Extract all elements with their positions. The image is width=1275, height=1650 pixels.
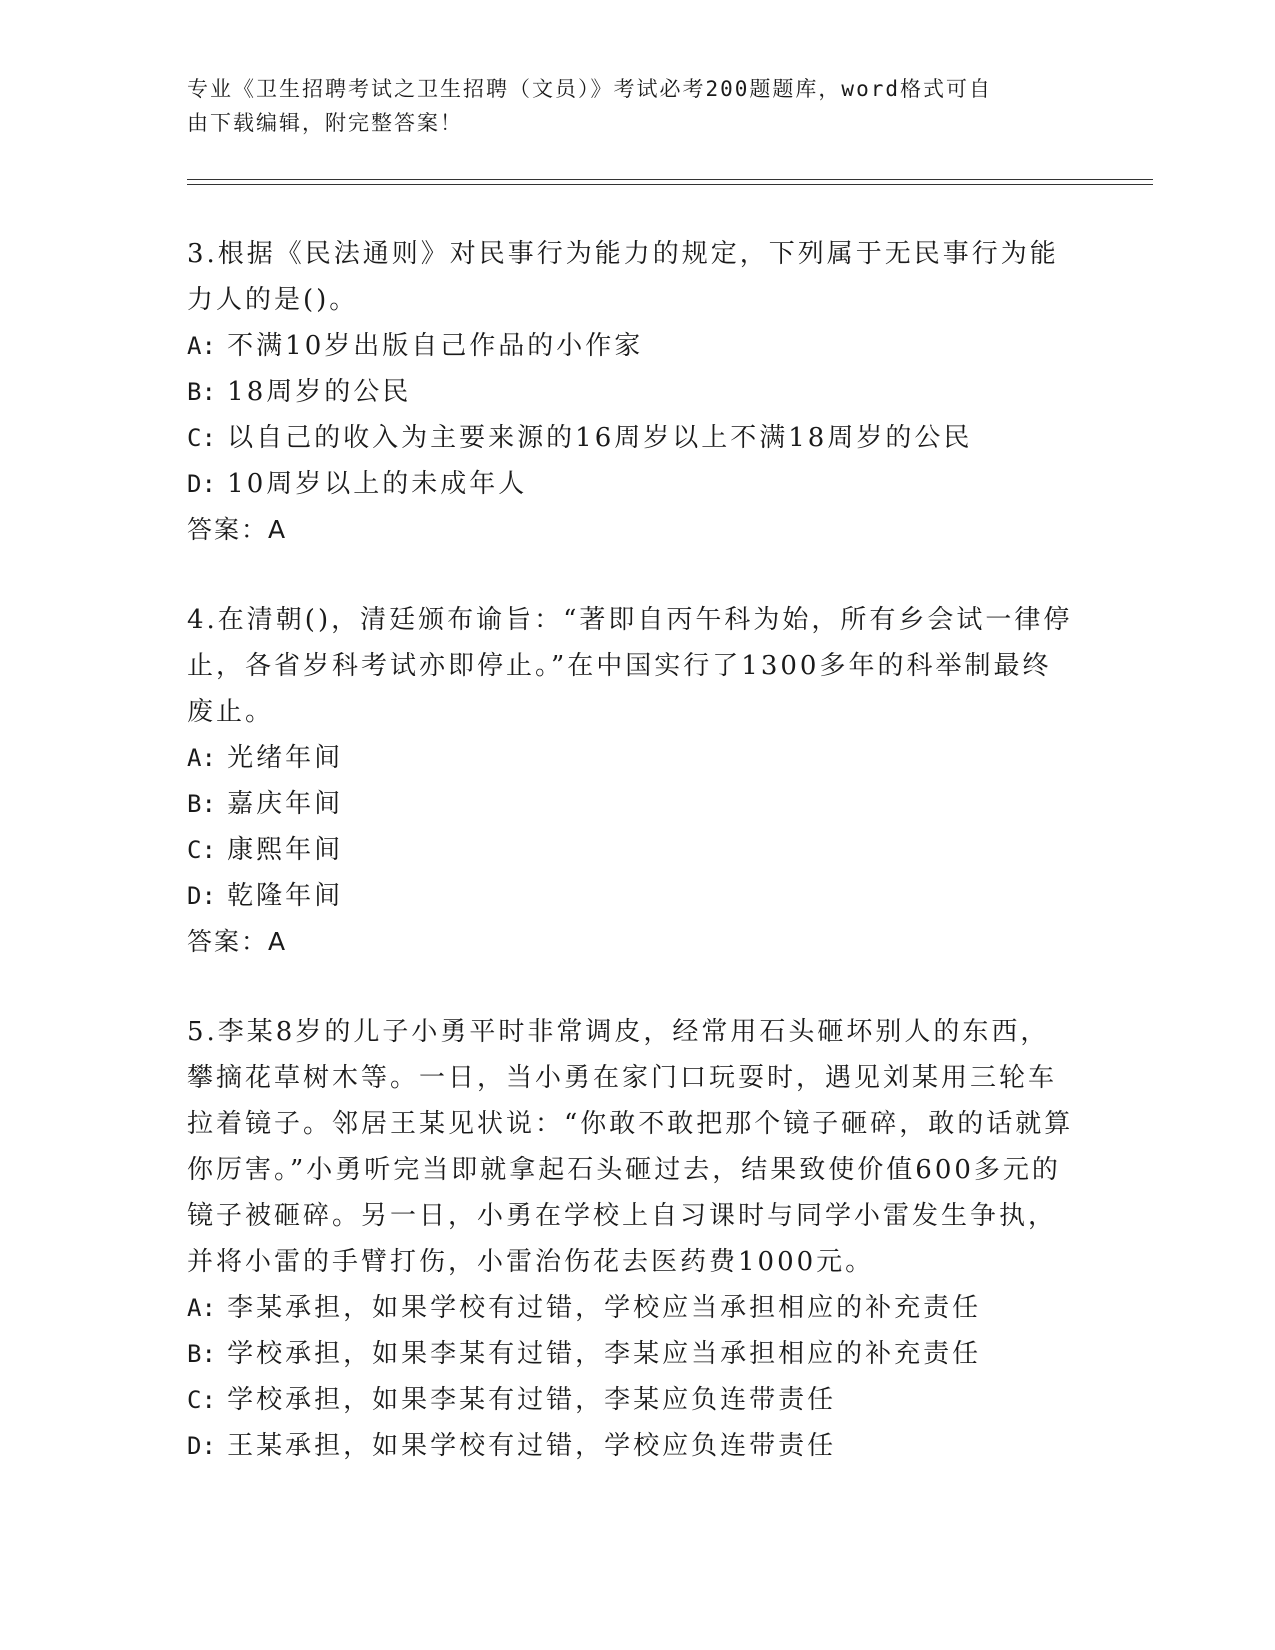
option-d: D: 乾隆年间 [187, 881, 344, 911]
option-c: C: 以自己的收入为主要来源的16周岁以上不满18周岁的公民 [187, 423, 973, 453]
option-a: A: 李某承担，如果学校有过错，学校应当承担相应的补充责任 [187, 1293, 982, 1323]
option-b: B: 18周岁的公民 [187, 377, 412, 407]
header-divider-top [187, 179, 1153, 180]
header-divider-bottom [187, 184, 1153, 185]
question-3 [187, 231, 1077, 553]
spacer [187, 553, 1077, 597]
option-a: A: 不满10岁出版自己作品的小作家 [187, 331, 644, 361]
option-b: B: 嘉庆年间 [187, 789, 344, 819]
header-line-1: 专业《卫生招聘考试之卫生招聘（文员）》考试必考200题题库，word格式可自 [187, 77, 992, 101]
question-text: 3.根据《民法通则》对民事行为能力的规定，下列属于无民事行为能力人的是()。 [187, 239, 1059, 315]
option-d: D: 王某承担，如果学校有过错，学校应负连带责任 [187, 1431, 837, 1461]
answer-label: 答案：A [187, 927, 288, 956]
option-a: A: 光绪年间 [187, 743, 344, 773]
question-5 [187, 1009, 1077, 1469]
header-line-2: 由下载编辑，附完整答案！ [187, 111, 463, 135]
option-d: D: 10周岁以上的未成年人 [187, 469, 528, 499]
spacer [187, 965, 1077, 1009]
question-text: 4.在清朝()，清廷颁布谕旨：“著即自丙午科为始，所有乡会试一律停止，各省岁科考试亦即停止。”在中国实行了1300多年的科举制最终废止。 [187, 605, 1073, 727]
option-c: C: 康熙年间 [187, 835, 344, 865]
question-text: 5.李某8岁的儿子小勇平时非常调皮，经常用石头砸坏别人的东西，攀摘花草树木等。一日，当小勇在家门口玩耍时，遇见刘某用三轮车拉着镜子。邻居王某见状说：“你敢不敢把那个镜子砸碎，敢的话就算你厉害。”小勇听完当即就拿起石头砸过去，结果致使价值600多元的镜子被砸碎。另一日，小勇在学校上自习课时与同学小雷发生争执，并将小雷的手臂打伤，小雷治伤花去医药费1000元。 [187, 1017, 1074, 1277]
question-4 [187, 597, 1077, 965]
option-c: C: 学校承担，如果李某有过错，李某应负连带责任 [187, 1385, 837, 1415]
option-b: B: 学校承担，如果李某有过错，李某应当承担相应的补充责任 [187, 1339, 982, 1369]
answer-label: 答案：A [187, 515, 288, 544]
document-header [187, 72, 1067, 140]
questions-list [187, 231, 1077, 1469]
